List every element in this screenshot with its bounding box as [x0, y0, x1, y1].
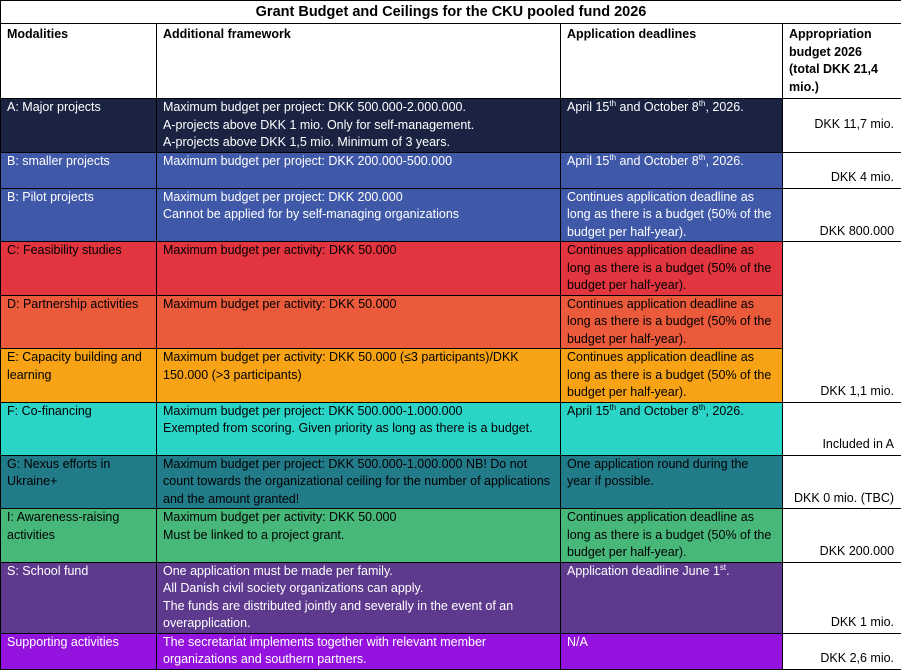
- table-row: [1, 188, 901, 242]
- table-row: [1, 509, 901, 563]
- framework-line: overapplication.: [163, 615, 554, 633]
- deadline-cell: Continues application deadline as long as there is a budget (50% of the budget per half-year).: [561, 188, 783, 242]
- modality-cell: E: Capacity building and learning: [1, 349, 157, 403]
- table-title: Grant Budget and Ceilings for the CKU pooled fund 2026: [1, 1, 901, 24]
- header-budget: Appropriation budget 2026 (total DKK 21,4 mio.): [783, 24, 901, 99]
- framework-line: Maximum budget per activity: DKK 50.000: [163, 242, 554, 260]
- modality-cell: I: Awareness-raising activities: [1, 509, 157, 563]
- budget-cell: DKK 1 mio.: [783, 562, 901, 633]
- budget-cell: DKK 200.000: [783, 509, 901, 563]
- framework-cell: [157, 402, 561, 455]
- header-row: [1, 24, 901, 99]
- budget-cell: DKK 11,7 mio.: [783, 99, 901, 153]
- framework-cell: Maximum budget per project: DKK 500.000-1.000.000 NB! Do not count towards the organizational ceiling for the number of applications and the amount granted!: [157, 455, 561, 509]
- budget-cell: Included in A: [783, 402, 901, 455]
- deadline-cell: Continues application deadline as long as there is a budget (50% of the budget per half-year).: [561, 349, 783, 403]
- table-row: [1, 99, 901, 153]
- framework-cell: Maximum budget per activity: DKK 50.000 (≤3 participants)/DKK 150.000 (>3 participants): [157, 349, 561, 403]
- modality-cell: C: Feasibility studies: [1, 242, 157, 296]
- deadline-cell: Application deadline June 1st.: [561, 562, 783, 633]
- deadline-cell: Continues application deadline as long as there is a budget (50% of the budget per half-year).: [561, 509, 783, 563]
- framework-line: Maximum budget per project: DKK 500.000-2.000.000.: [163, 99, 554, 117]
- deadline-cell: April 15th and October 8th, 2026.: [561, 99, 783, 153]
- framework-cell: [157, 99, 561, 153]
- header-framework: Additional framework: [157, 24, 561, 99]
- deadline-cell: N/A: [561, 633, 783, 669]
- deadline-cell: Continues application deadline as long as there is a budget (50% of the budget per half-year).: [561, 242, 783, 296]
- table-row: [1, 152, 901, 188]
- table-row: [1, 562, 901, 633]
- framework-line: The funds are distributed jointly and severally in the event of an: [163, 598, 554, 616]
- framework-line: One application must be made per family.: [163, 563, 554, 581]
- framework-line: Maximum budget per activity: DKK 50.000: [163, 509, 554, 527]
- budget-cell: DKK 4 mio.: [783, 152, 901, 188]
- title-row: [1, 1, 901, 24]
- deadline-cell: April 15th and October 8th, 2026.: [561, 402, 783, 455]
- deadline-cell: April 15th and October 8th, 2026.: [561, 152, 783, 188]
- framework-line: Exempted from scoring. Given priority as long as there is a budget.: [163, 420, 554, 438]
- modality-cell: S: School fund: [1, 562, 157, 633]
- deadline-cell: One application round during the year if possible.: [561, 455, 783, 509]
- framework-cell: [157, 562, 561, 633]
- modality-cell: G: Nexus efforts in Ukraine+: [1, 455, 157, 509]
- modality-cell: B: Pilot projects: [1, 188, 157, 242]
- framework-line: Cannot be applied for by self-managing organizations: [163, 206, 554, 224]
- framework-line: All Danish civil society organizations can apply.: [163, 580, 554, 598]
- framework-cell: [157, 242, 561, 296]
- framework-line: A-projects above DKK 1 mio. Only for self-management.: [163, 117, 554, 135]
- modality-cell: D: Partnership activities: [1, 295, 157, 349]
- table-row: [1, 242, 901, 296]
- modality-cell: Supporting activities: [1, 633, 157, 669]
- framework-cell: [157, 633, 561, 669]
- header-modalities: Modalities: [1, 24, 157, 99]
- framework-line: Must be linked to a project grant.: [163, 527, 554, 545]
- table-row: [1, 633, 901, 669]
- framework-cell: [157, 509, 561, 563]
- modality-cell: F: Co-financing: [1, 402, 157, 455]
- framework-line: Maximum budget per project: DKK 500.000-1.000.000: [163, 403, 554, 421]
- framework-line: Maximum budget per project: DKK 200.000: [163, 189, 554, 207]
- table-row: [1, 295, 901, 349]
- framework-line: A-projects above DKK 1,5 mio. Minimum of 3 years.: [163, 134, 554, 152]
- header-deadlines: Application deadlines: [561, 24, 783, 99]
- deadline-cell: Continues application deadline as long as there is a budget (50% of the budget per half-year).: [561, 295, 783, 349]
- table-row: [1, 349, 901, 403]
- framework-line: organizations and southern partners.: [163, 651, 554, 669]
- modality-cell: B: smaller projects: [1, 152, 157, 188]
- table-row: [1, 455, 901, 509]
- budget-cell: DKK 0 mio. (TBC): [783, 455, 901, 509]
- budget-cell: DKK 800.000: [783, 188, 901, 242]
- framework-cell: [157, 295, 561, 349]
- budget-cell: DKK 1,1 mio.: [783, 242, 901, 403]
- budget-cell: DKK 2,6 mio.: [783, 633, 901, 669]
- framework-line: Maximum budget per project: DKK 200.000-500.000: [163, 153, 554, 171]
- table-row: [1, 402, 901, 455]
- framework-line: The secretariat implements together with relevant member: [163, 634, 554, 652]
- modality-cell: A: Major projects: [1, 99, 157, 153]
- framework-cell: [157, 188, 561, 242]
- framework-cell: [157, 152, 561, 188]
- framework-line: Maximum budget per activity: DKK 50.000: [163, 296, 554, 314]
